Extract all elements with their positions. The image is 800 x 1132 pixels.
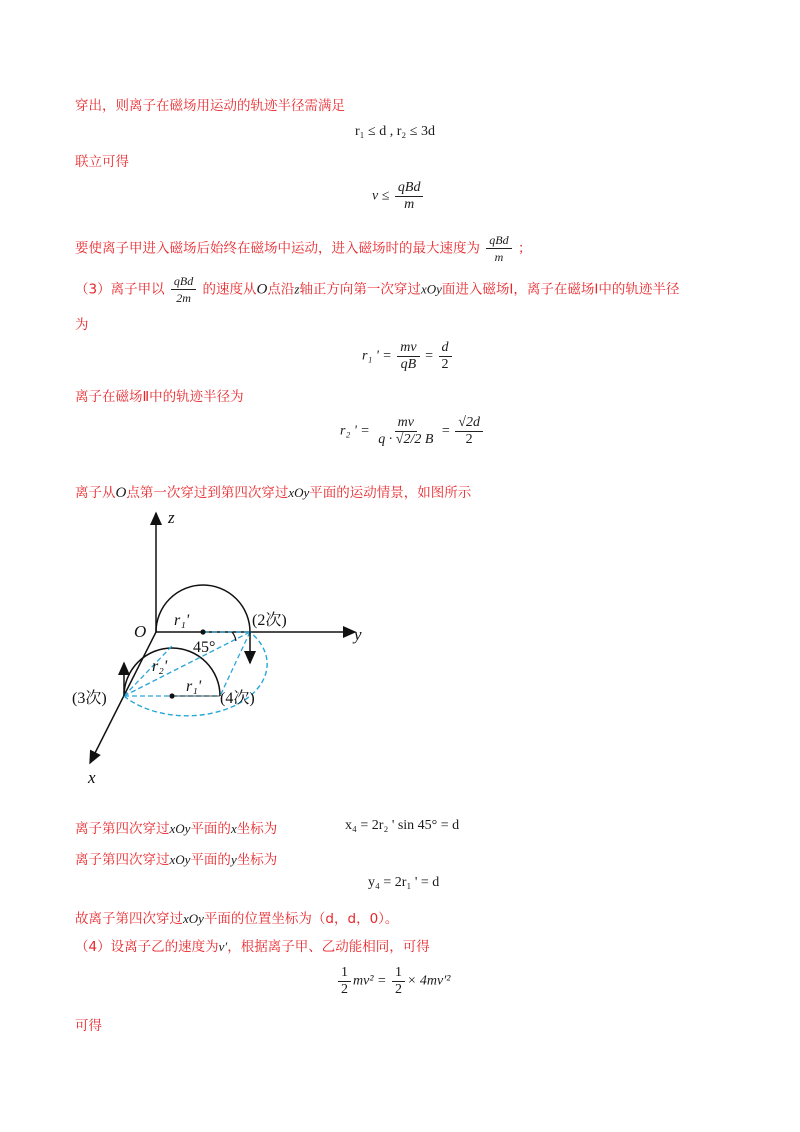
upper-semicircle <box>156 585 250 632</box>
equation-r1-prime: r₁ ' = $\frac{mv}{qB}$ = $\frac{d}{2}$ <box>362 340 454 373</box>
equation-r2-prime: r₂ ' = $\frac{mv}{q \cdot √2/2 B}$ = $\frac{√2d}{2}$ <box>340 415 485 448</box>
equation-x4: x₄ = 2r₂ ' sin 45° = d <box>345 818 460 833</box>
equation-y4: y₄ = 2r₁ ' = d <box>368 875 440 890</box>
text-line-11: （4）设离子乙的速度为v′，根据离子甲、乙动能相同，可得 <box>75 939 430 955</box>
text-line-2: 联立可得 <box>75 154 129 170</box>
text-line-3: 要使离子甲进入磁场后始终在磁场中运动，进入磁场时的最大速度为 $\frac{\text{qBd}}{m}$ ； <box>75 233 532 264</box>
label-z: z <box>168 508 175 527</box>
label-x: x <box>88 768 96 787</box>
label-angle: 45° <box>193 639 216 656</box>
label-r2: r₂' <box>152 658 168 675</box>
text-line-9: 离子第四次穿过xOy平面的y坐标为 <box>75 852 278 868</box>
text-line-4: （3）离子甲以 $\frac{\text{qBd}}{2m}$ 的速度从O点沿z轴正方向第一次穿过xOy面进入磁场Ⅰ，离子在磁场Ⅰ中的轨迹半径 <box>75 274 680 305</box>
equation-kinetic-energy: $\frac{1}{2}$ mv² = $\frac{1}{2}$ × 4mv′² <box>336 965 451 998</box>
equation-velocity-limit: v ≤ $\frac{\text{qBd}}{m}$ <box>372 180 425 213</box>
label-y: y <box>354 625 362 644</box>
label-second: (2次) <box>252 612 287 629</box>
label-third: (3次) <box>72 690 107 707</box>
label-r1: r₁' <box>174 612 190 629</box>
label-origin: O <box>134 622 147 641</box>
text-line-10: 故离子第四次穿过xOy平面的位置坐标为（d，d，0）。 <box>75 911 399 927</box>
text-line-1: 穿出，则离子在磁场用运动的轨迹半径需满足 <box>75 98 345 114</box>
equation-radius-condition: r₁ ≤ d , r₂ ≤ 3d <box>355 124 435 139</box>
dashed-vertical <box>220 632 250 696</box>
text-line-12: 可得 <box>75 1018 102 1034</box>
text-line-8: 离子第四次穿过xOy平面的x坐标为 <box>75 821 278 837</box>
text-line-6: 离子在磁场Ⅱ中的轨迹半径为 <box>75 389 244 405</box>
label-fourth: (4次) <box>220 690 255 707</box>
text-line-5: 为 <box>75 317 89 333</box>
text-line-7: 离子从O点第一次穿过到第四次穿过xOy平面的运动情景，如图所示 <box>75 485 472 501</box>
label-r1-lower: r₁' <box>186 678 202 695</box>
center-dot-1 <box>200 629 205 634</box>
trajectory-diagram <box>60 505 380 790</box>
